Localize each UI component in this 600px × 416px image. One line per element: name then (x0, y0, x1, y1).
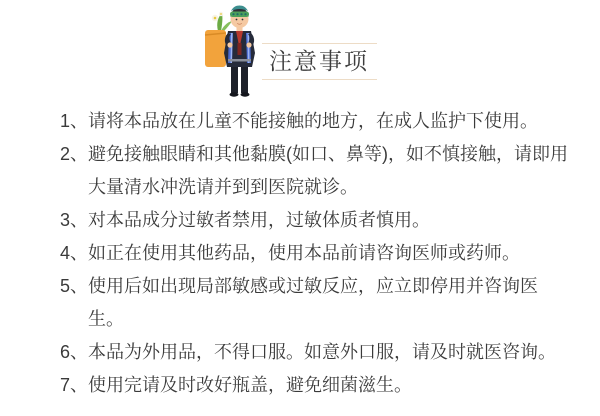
item-text: 对本品成分过敏者禁用，过敏体质者慎用。 (88, 210, 430, 230)
item-number: 3、 (60, 210, 89, 230)
item-text: 使用完请及时改好瓶盖，避免细菌滋生。 (88, 375, 412, 395)
list-item (60, 105, 570, 138)
item-number: 1、 (60, 111, 89, 131)
item-number: 2、 (60, 144, 89, 164)
item-text: 本品为外用品，不得口服。如意外口服，请及时就医咨询。 (88, 342, 556, 362)
item-text: 请将本品放在儿童不能接触的地方，在成人监护下使用。 (88, 111, 538, 131)
list-item (60, 237, 570, 270)
item-text-line: 大量清水冲洗请并到到医院就诊。 (88, 177, 358, 197)
list-item (60, 336, 570, 369)
item-number: 6、 (60, 342, 89, 362)
list-item (60, 270, 570, 336)
item-number: 4、 (60, 243, 89, 263)
page-title: 注意事项 (269, 48, 369, 74)
item-text-line: 避免接触眼睛和其他黏膜(如口、鼻等)，如不慎接触，请即用 (88, 144, 568, 164)
item-text (88, 138, 570, 204)
title-rule-top (262, 43, 377, 44)
item-text: 如正在使用其他药品，使用本品前请咨询医师或药师。 (88, 243, 520, 263)
list-item (60, 204, 570, 237)
title-rule-bottom (262, 79, 377, 80)
item-number: 5、 (60, 276, 89, 296)
item-text: 使用后如出现局部敏感或过敏反应，应立即停用并咨询医生。 (88, 276, 538, 329)
item-number: 7、 (60, 375, 89, 395)
list-item (60, 138, 570, 204)
list-item (60, 369, 570, 402)
precaution-list (60, 105, 570, 402)
